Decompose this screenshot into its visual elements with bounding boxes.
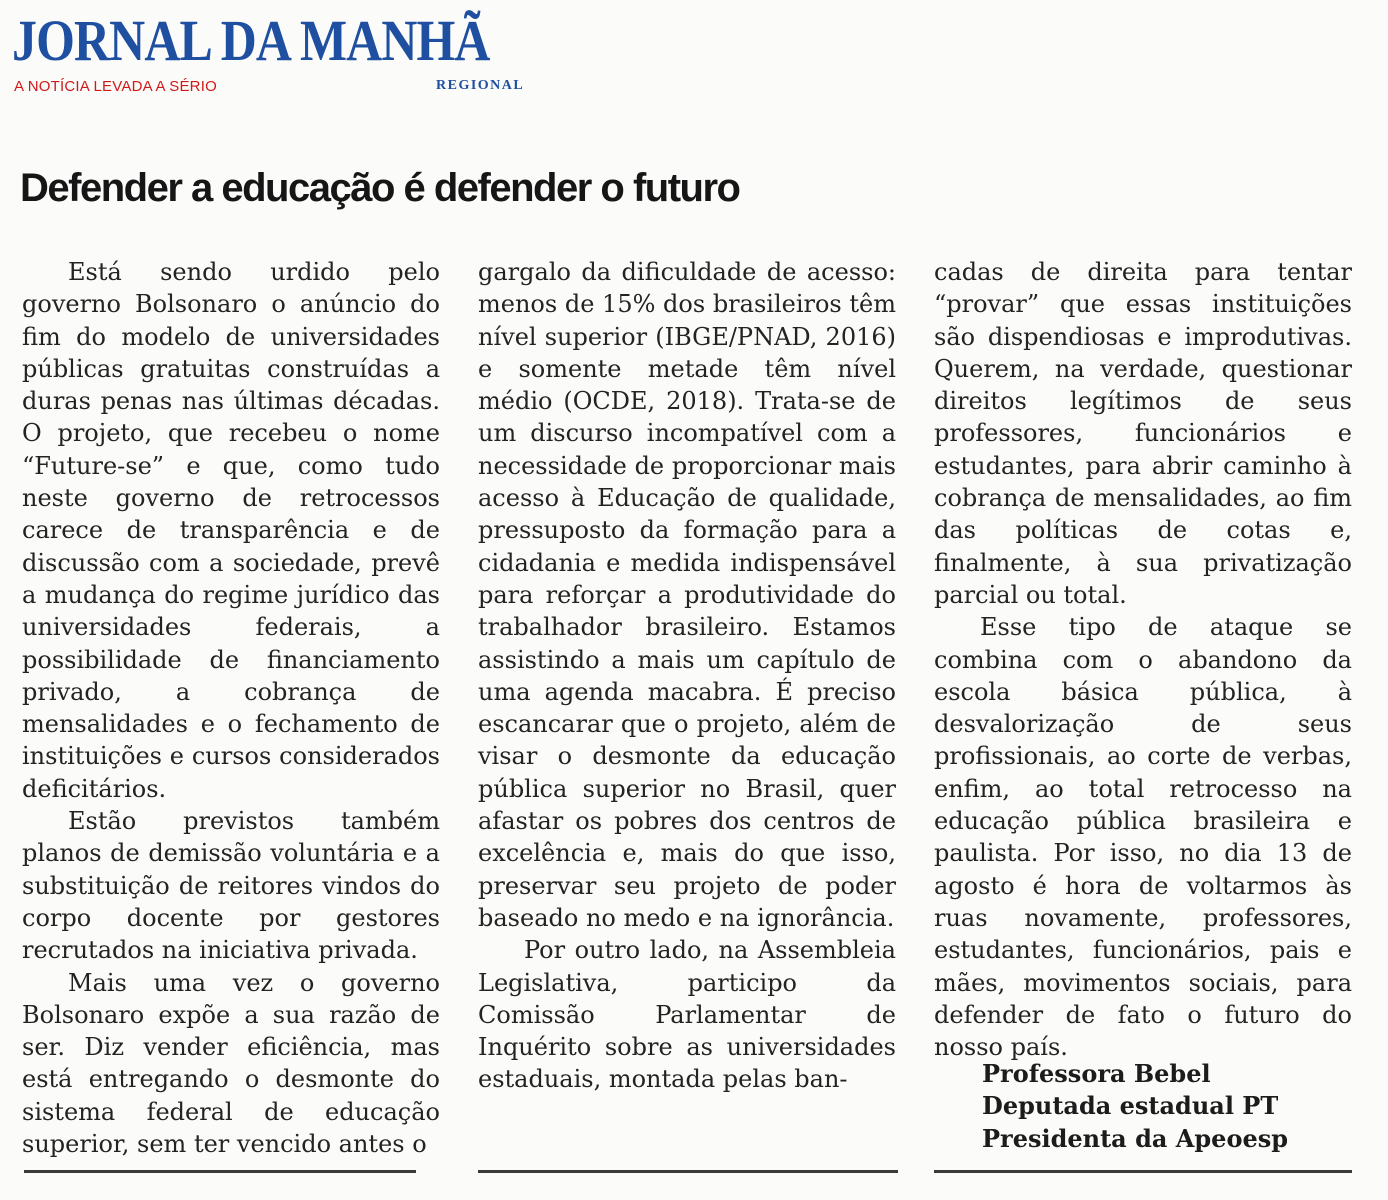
author-role: Deputada estadual PT (982, 1091, 1279, 1121)
paragraph: gargalo da dificuldade de acesso: menos de 15% dos brasileiros têm nível superior (IBGE/PNAD, 2016) e somente metade têm nível médio (OCDE, 2018). Trata-se de um discurso incompatível com a necessidade de proporcionar mais acesso à Educação de qualidade, pressuposto da formação para a cidadania e medida indispensável para reforçar a produtividade do trabalhador brasileiro. Estamos assistindo a mais um capítulo de uma agenda macabra. É preciso escancarar que o projeto, além de visar o desmonte da educação pública superior no Brasil, quer afastar os pobres dos centros de excelência e, mais do que isso, preservar seu projeto de poder baseado no medo e na ignorância. (478, 258, 896, 932)
author-signature (982, 1058, 1362, 1155)
author-name: Professora Bebel (982, 1059, 1211, 1088)
bottom-rule (478, 1170, 898, 1173)
article-headline: Defender a educação é defender o futuro (20, 166, 740, 210)
paragraph: Estão previstos também planos de demissão voluntária e a substituição de reitores vindos do corpo docente por gestores recrutados na iniciativa privada. (22, 807, 440, 965)
newspaper-slogan: A NOTÍCIA LEVADA A SÉRIO (14, 78, 217, 95)
paragraph: cadas de direita para tentar “provar” que essas instituições são dispendiosas e improdutivas. Querem, na verdade, questionar direitos legítimos de seus professores, funcionários e estudantes, para abrir caminho à cobrança de mensalidades, ao fim das políticas de cotas e, finalmente, à sua privatização parcial ou total. (934, 258, 1352, 609)
article-column-3 (934, 256, 1352, 1063)
article-column-2 (478, 256, 896, 1096)
bottom-rule (934, 1170, 1352, 1173)
author-organization: Presidenta da Apeoesp (982, 1123, 1289, 1153)
edition-label: REGIONAL (436, 78, 525, 93)
masthead (12, 6, 532, 96)
paragraph: Por outro lado, na Assembleia Legislativa, participo da Comissão Parlamentar de Inquérito sobre as universidades estaduais, montada pelas ban- (478, 936, 896, 1094)
bottom-rule (24, 1170, 416, 1173)
paragraph: Está sendo urdido pelo governo Bolsonaro o anúncio do fim do modelo de universidades públicas gratuitas construídas a duras penas nas últimas décadas. O projeto, que recebeu o nome “Future-se” e que, como tudo neste governo de retrocessos carece de transparência e de discussão com a sociedade, prevê a mudança do regime jurídico das universidades federais, a possibilidade de financiamento privado, a cobrança de mensalidades e o fechamento de instituições e cursos considerados deficitários. (22, 258, 440, 803)
paragraph: Esse tipo de ataque se combina com o abandono da escola básica pública, à desvalorização de seus profissionais, ao corte de verbas, enfim, ao total retrocesso na educação pública brasileira e paulista. Por isso, no dia 13 de agosto é hora de voltarmos às ruas novamente, professores, estudantes, funcionários, pais e mães, movimentos sociais, para defender de fato o futuro do nosso país. (934, 613, 1352, 1062)
newspaper-logo-title: JORNAL DA MANHÃ (12, 8, 490, 73)
article-column-1 (22, 256, 440, 1160)
paragraph: Mais uma vez o governo Bolsonaro expõe a sua razão de ser. Diz vender eficiência, mas está entregando o desmonte do sistema federal de educação superior, sem ter vencido antes o (22, 968, 440, 1159)
